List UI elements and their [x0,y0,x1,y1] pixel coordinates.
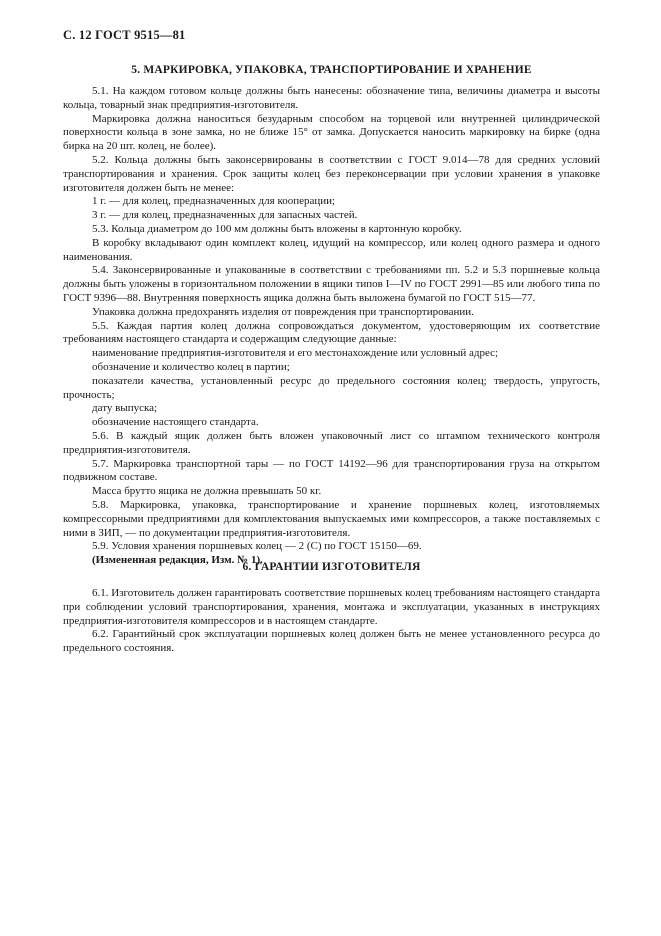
paragraph-packaging: Упаковка должна предохранять изделия от повреждения при транспортировании. [92,305,474,318]
list-item-date: дату выпуска; [92,402,158,415]
list-item-manufacturer: наименование предприятия-изготовителя и его местонахождение или условный адрес; [92,347,499,360]
paragraph-5-6: 5.6. В каждый ящик должен быть вложен упаковочный лист со штампом технического контроля предприятия-изготовителя. [63,429,600,456]
list-item-cooperation: 1 г. — для колец, предназначенных для кооперации; [92,195,336,208]
paragraph-marking: Маркировка должна наноситься безударным способом на торцевой или внутренней цилиндрической поверхности кольца в зоне замка, но не ближе 15° от замка. Допускается наносить маркировку на бирке (одна бирка на 20 шт. колец, не более). [63,112,600,153]
paragraph-6-2: 6.2. Гарантийный срок эксплуатации поршневых колец должен быть не менее установленного ресурса до предельного состояния. [63,628,600,655]
section-5-title: 5. МАРКИРОВКА, УПАКОВКА, ТРАНСПОРТИРОВАНИЕ И ХРАНЕНИЕ [131,64,532,76]
paragraph-6-1: 6.1. Изготовитель должен гарантировать соответствие поршневых колец требованиям настоящего стандарта при соблюдении условий транспортирования, хранения, монтажа и эксплуатации, указанных в инструкциях предприятия-изготовителя компрессоров и в настоящем стандарте. [63,587,600,627]
section-5-body [63,85,600,568]
paragraph-5-9: 5.9. Условия хранения поршневых колец — 2 (С) по ГОСТ 15150—69. [92,540,422,553]
paragraph-box: В коробку вкладывают один комплект колец, идущий на компрессор, или колец одного размера и одного наименования. [63,236,600,263]
paragraph-mass: Масса брутто ящика не должна превышать 50 кг. [92,485,322,498]
paragraph-5-7: 5.7. Маркировка транспортной тары — по ГОСТ 14192—96 для транспортирования груза на открытом подвижном составе. [63,457,600,484]
list-item-spare-parts: 3 г. — для колец, предназначенных для запасных частей. [92,209,358,222]
page-header: С. 12 ГОСТ 9515—81 [63,28,186,42]
paragraph-5-3: 5.3. Кольца диаметром до 100 мм должны быть вложены в картонную коробку. [92,222,462,235]
section-6-title: 6. ГАРАНТИИ ИЗГОТОВИТЕЛЯ [242,561,421,573]
list-item-quality: показатели качества, установленный ресурс до предельного состояния колец; твердость, упругость, прочность; [63,374,600,401]
paragraph-5-5: 5.5. Каждая партия колец должна сопровождаться документом, удостоверяющим их соответствие требованиям настоящего стандарта и содержащим следующие данные: [63,319,600,346]
paragraph-5-8: 5.8. Маркировка, упаковка, транспортирование и хранение поршневых колец, изготовляемых компрессорными предприятиями для комплектования выпускаемых ими компрессоров, а также поставляемых с ними в ЗИП, — по документации предприятия-изготовителя. [63,498,600,539]
paragraph-5-4: 5.4. Законсервированные и упакованные в соответствии с требованиями пп. 5.2 и 5.3 поршневые кольца должны быть уложены в горизонтальном положении в ящики типов I—IV по ГОСТ 2991—85 или любого типа по ГОСТ 9396—88. Внутренняя поверхность ящика должна быть выложена бумагой по ГОСТ 515—77. [63,264,600,304]
section-6-body [63,587,600,656]
list-item-standard: обозначение настоящего стандарта. [92,416,259,429]
paragraph-5-2: 5.2. Кольца должны быть законсервированы в соответствии с ГОСТ 9.014—78 для средних условий транспортирования и хранения. Срок защиты колец без переконсервации при условии хранения в упаковке изготовителя должен быть не менее: [63,153,600,194]
amendment-note: (Измененная редакция, Изм. № 1). [92,554,263,567]
paragraph-5-1: 5.1. На каждом готовом кольце должны быть нанесены: обозначение типа, величины диаметра и высоты кольца, товарный знак предприятия-изготовителя. [63,85,600,111]
list-item-quantity: обозначение и количество колец в партии; [92,360,290,373]
